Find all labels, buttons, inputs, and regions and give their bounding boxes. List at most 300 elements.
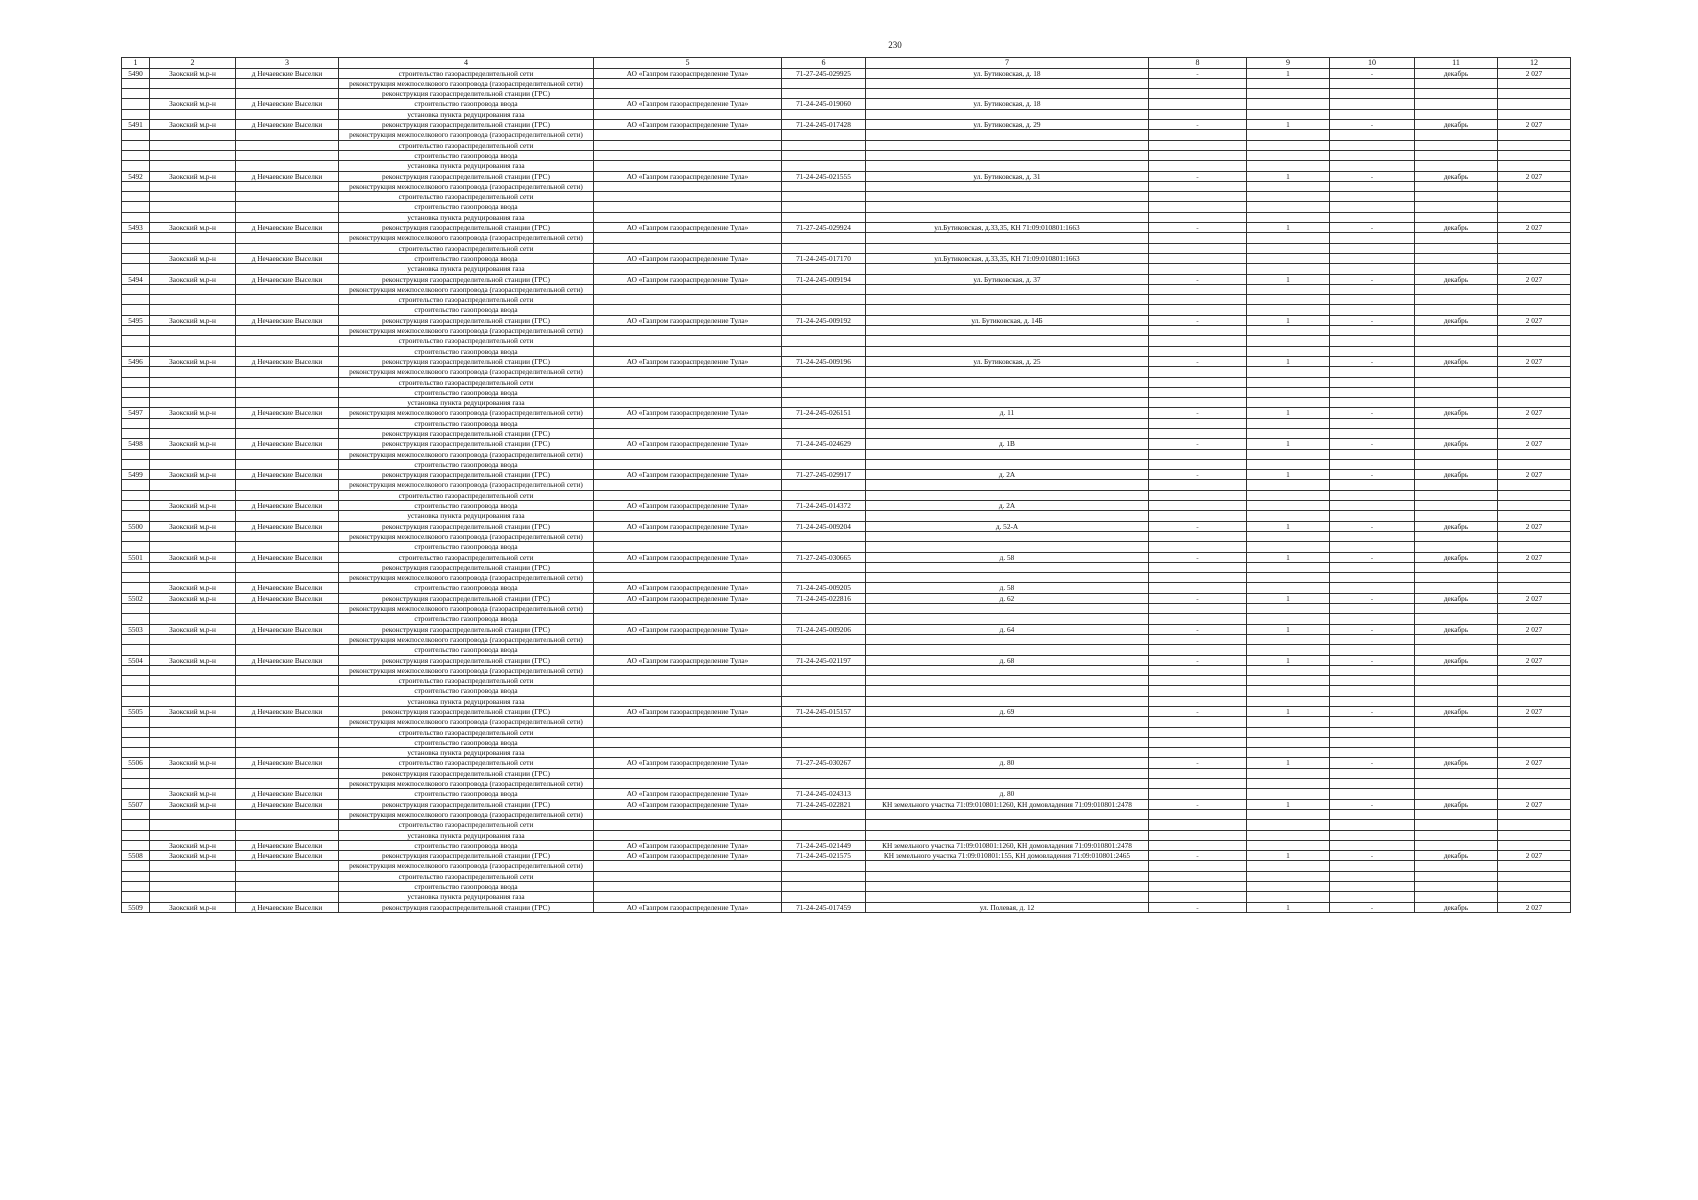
year-cell — [1498, 830, 1571, 840]
month-cell — [1415, 418, 1498, 428]
organization-cell — [594, 78, 782, 88]
column-10-cell — [1330, 531, 1415, 541]
organization-cell — [594, 892, 782, 902]
settlement-cell — [236, 140, 339, 150]
quantity-cell — [1247, 676, 1330, 686]
column-10-cell — [1330, 264, 1415, 274]
settlement-cell — [236, 779, 339, 789]
table-row — [122, 233, 1571, 243]
quantity-cell: 1 — [1247, 120, 1330, 130]
column-8-cell: - — [1149, 470, 1247, 480]
work-type-cell: реконструкция межпоселкового газопровода (газораспределительной сети) — [339, 779, 594, 789]
address-cell — [866, 480, 1149, 490]
column-10-cell — [1330, 892, 1415, 902]
district-cell: Заокский м.р-н — [150, 655, 236, 665]
quantity-cell — [1247, 109, 1330, 119]
address-cell — [866, 418, 1149, 428]
quantity-cell — [1247, 243, 1330, 253]
year-cell — [1498, 305, 1571, 315]
column-10-cell — [1330, 737, 1415, 747]
district-cell: Заокский м.р-н — [150, 171, 236, 181]
address-cell — [866, 459, 1149, 469]
row-number — [122, 459, 150, 469]
year-cell — [1498, 789, 1571, 799]
district-cell — [150, 562, 236, 572]
work-type-cell: установка пункта редуцирования газа — [339, 748, 594, 758]
year-cell — [1498, 326, 1571, 336]
organization-cell — [594, 727, 782, 737]
quantity-cell: 1 — [1247, 902, 1330, 912]
table-row — [122, 871, 1571, 881]
column-10-cell — [1330, 480, 1415, 490]
table-row — [122, 634, 1571, 644]
organization-cell — [594, 820, 782, 830]
cadastral-code-cell — [782, 634, 866, 644]
district-cell — [150, 676, 236, 686]
row-number — [122, 233, 150, 243]
work-type-cell: реконструкция газораспределительной станции (ГРС) — [339, 439, 594, 449]
address-cell: КН земельного участка 71:09:010801:1260, КН домовладения 71:09:010801:2478 — [866, 840, 1149, 850]
organization-cell: АО «Газпром газораспределение Тула» — [594, 223, 782, 233]
table-row — [122, 89, 1571, 99]
organization-cell — [594, 645, 782, 655]
column-8-cell — [1149, 233, 1247, 243]
organization-cell — [594, 779, 782, 789]
cadastral-code-cell — [782, 882, 866, 892]
column-8-cell: - — [1149, 274, 1247, 284]
address-cell — [866, 140, 1149, 150]
cadastral-code-cell — [782, 387, 866, 397]
month-cell — [1415, 634, 1498, 644]
settlement-cell: д Нечаевские Выселки — [236, 68, 339, 78]
cadastral-code-cell — [782, 150, 866, 160]
column-header-9: 9 — [1247, 58, 1330, 69]
address-cell — [866, 717, 1149, 727]
settlement-cell — [236, 768, 339, 778]
cadastral-code-cell — [782, 459, 866, 469]
cadastral-code-cell: 71-24-245-019060 — [782, 99, 866, 109]
row-number: 5509 — [122, 902, 150, 912]
month-cell: декабрь — [1415, 799, 1498, 809]
column-8-cell — [1149, 789, 1247, 799]
table-row-5495 — [122, 315, 1571, 325]
work-type-cell: строительство газопровода ввода — [339, 305, 594, 315]
column-10-cell — [1330, 727, 1415, 737]
column-8-cell: - — [1149, 171, 1247, 181]
year-cell: 2 027 — [1498, 171, 1571, 181]
cadastral-code-cell — [782, 737, 866, 747]
organization-cell: АО «Газпром газораспределение Тула» — [594, 583, 782, 593]
month-cell: декабрь — [1415, 707, 1498, 717]
year-cell — [1498, 202, 1571, 212]
column-8-cell — [1149, 634, 1247, 644]
row-number — [122, 346, 150, 356]
row-number — [122, 99, 150, 109]
work-type-cell: реконструкция межпоселкового газопровода (газораспределительной сети) — [339, 326, 594, 336]
cadastral-code-cell — [782, 336, 866, 346]
district-cell — [150, 604, 236, 614]
address-cell — [866, 346, 1149, 356]
quantity-cell: 1 — [1247, 521, 1330, 531]
organization-cell — [594, 109, 782, 119]
month-cell: декабрь — [1415, 315, 1498, 325]
column-8-cell — [1149, 449, 1247, 459]
month-cell — [1415, 284, 1498, 294]
district-cell — [150, 377, 236, 387]
month-cell — [1415, 882, 1498, 892]
organization-cell — [594, 418, 782, 428]
settlement-cell: д Нечаевские Выселки — [236, 253, 339, 263]
district-cell — [150, 573, 236, 583]
district-cell — [150, 284, 236, 294]
cadastral-code-cell — [782, 181, 866, 191]
column-8-cell — [1149, 779, 1247, 789]
address-cell — [866, 181, 1149, 191]
quantity-cell — [1247, 737, 1330, 747]
year-cell — [1498, 490, 1571, 500]
year-cell — [1498, 212, 1571, 222]
settlement-cell — [236, 202, 339, 212]
cadastral-code-cell — [782, 305, 866, 315]
cadastral-code-cell: 71-27-245-029925 — [782, 68, 866, 78]
work-type-cell: реконструкция межпоселкового газопровода (газораспределительной сети) — [339, 634, 594, 644]
cadastral-code-cell — [782, 428, 866, 438]
settlement-cell: д Нечаевские Выселки — [236, 655, 339, 665]
address-cell — [866, 562, 1149, 572]
table-row — [122, 130, 1571, 140]
work-type-cell: реконструкция межпоселкового газопровода (газораспределительной сети) — [339, 367, 594, 377]
district-cell — [150, 89, 236, 99]
quantity-cell — [1247, 696, 1330, 706]
district-cell: Заокский м.р-н — [150, 902, 236, 912]
month-cell — [1415, 490, 1498, 500]
column-10-cell — [1330, 645, 1415, 655]
year-cell — [1498, 346, 1571, 356]
row-number: 5508 — [122, 851, 150, 861]
quantity-cell: 1 — [1247, 223, 1330, 233]
column-10-cell — [1330, 840, 1415, 850]
column-10-cell: - — [1330, 851, 1415, 861]
column-10-cell — [1330, 398, 1415, 408]
settlement-cell — [236, 820, 339, 830]
work-type-cell: строительство газораспределительной сети — [339, 140, 594, 150]
column-8-cell — [1149, 212, 1247, 222]
table-row — [122, 253, 1571, 263]
row-number: 5493 — [122, 223, 150, 233]
organization-cell — [594, 686, 782, 696]
year-cell — [1498, 665, 1571, 675]
column-8-cell — [1149, 243, 1247, 253]
address-cell — [866, 212, 1149, 222]
address-cell — [866, 604, 1149, 614]
row-number: 5495 — [122, 315, 150, 325]
month-cell — [1415, 243, 1498, 253]
cadastral-code-cell — [782, 573, 866, 583]
cadastral-code-cell: 71-24-245-009205 — [782, 583, 866, 593]
quantity-cell: 1 — [1247, 655, 1330, 665]
district-cell — [150, 686, 236, 696]
organization-cell — [594, 233, 782, 243]
column-8-cell: - — [1149, 799, 1247, 809]
organization-cell: АО «Газпром газораспределение Тула» — [594, 851, 782, 861]
column-header-5: 5 — [594, 58, 782, 69]
district-cell — [150, 696, 236, 706]
year-cell — [1498, 181, 1571, 191]
settlement-cell — [236, 511, 339, 521]
quantity-cell: 1 — [1247, 593, 1330, 603]
district-cell — [150, 264, 236, 274]
district-cell: Заокский м.р-н — [150, 583, 236, 593]
organization-cell: АО «Газпром газораспределение Тула» — [594, 274, 782, 284]
quantity-cell — [1247, 820, 1330, 830]
table-row — [122, 109, 1571, 119]
work-type-cell: установка пункта редуцирования газа — [339, 696, 594, 706]
year-cell — [1498, 99, 1571, 109]
work-type-cell: установка пункта редуцирования газа — [339, 830, 594, 840]
column-10-cell — [1330, 604, 1415, 614]
column-10-cell — [1330, 717, 1415, 727]
district-cell — [150, 109, 236, 119]
cadastral-code-cell — [782, 511, 866, 521]
year-cell: 2 027 — [1498, 315, 1571, 325]
work-type-cell: реконструкция межпоселкового газопровода (газораспределительной сети) — [339, 809, 594, 819]
district-cell: Заокский м.р-н — [150, 624, 236, 634]
quantity-cell — [1247, 99, 1330, 109]
table-row-5496 — [122, 356, 1571, 366]
quantity-cell — [1247, 161, 1330, 171]
address-cell — [866, 284, 1149, 294]
settlement-cell — [236, 809, 339, 819]
row-number — [122, 634, 150, 644]
settlement-cell — [236, 459, 339, 469]
organization-cell — [594, 676, 782, 686]
district-cell — [150, 820, 236, 830]
district-cell — [150, 480, 236, 490]
column-10-cell: - — [1330, 223, 1415, 233]
year-cell — [1498, 614, 1571, 624]
column-10-cell — [1330, 253, 1415, 263]
column-8-cell — [1149, 614, 1247, 624]
month-cell — [1415, 140, 1498, 150]
address-cell — [866, 336, 1149, 346]
table-row-5507 — [122, 799, 1571, 809]
quantity-cell — [1247, 768, 1330, 778]
address-cell — [866, 727, 1149, 737]
address-cell — [866, 861, 1149, 871]
organization-cell — [594, 130, 782, 140]
work-type-cell: строительство газопровода ввода — [339, 583, 594, 593]
settlement-cell — [236, 387, 339, 397]
organization-cell: АО «Газпром газораспределение Тула» — [594, 439, 782, 449]
organization-cell — [594, 161, 782, 171]
cadastral-code-cell — [782, 871, 866, 881]
table-row — [122, 326, 1571, 336]
column-8-cell: - — [1149, 758, 1247, 768]
cadastral-code-cell: 71-24-245-024313 — [782, 789, 866, 799]
organization-cell — [594, 737, 782, 747]
column-10-cell — [1330, 377, 1415, 387]
district-cell — [150, 737, 236, 747]
table-row — [122, 367, 1571, 377]
settlement-cell — [236, 284, 339, 294]
month-cell — [1415, 428, 1498, 438]
quantity-cell — [1247, 367, 1330, 377]
year-cell — [1498, 377, 1571, 387]
address-cell — [866, 686, 1149, 696]
settlement-cell — [236, 336, 339, 346]
cadastral-code-cell — [782, 727, 866, 737]
settlement-cell: д Нечаевские Выселки — [236, 840, 339, 850]
settlement-cell: д Нечаевские Выселки — [236, 902, 339, 912]
address-cell: ул. Бутиковская, д. 37 — [866, 274, 1149, 284]
table-row — [122, 264, 1571, 274]
organization-cell — [594, 542, 782, 552]
district-cell — [150, 243, 236, 253]
month-cell — [1415, 501, 1498, 511]
year-cell: 2 027 — [1498, 521, 1571, 531]
quantity-cell — [1247, 882, 1330, 892]
work-type-cell: реконструкция межпоселкового газопровода (газораспределительной сети) — [339, 573, 594, 583]
row-number — [122, 109, 150, 119]
row-number — [122, 737, 150, 747]
column-10-cell — [1330, 614, 1415, 624]
month-cell — [1415, 686, 1498, 696]
row-number — [122, 336, 150, 346]
row-number — [122, 583, 150, 593]
table-row — [122, 748, 1571, 758]
month-cell: декабрь — [1415, 470, 1498, 480]
table-row-5497 — [122, 408, 1571, 418]
column-10-cell — [1330, 202, 1415, 212]
district-cell — [150, 78, 236, 88]
settlement-cell: д Нечаевские Выселки — [236, 171, 339, 181]
table-row — [122, 882, 1571, 892]
table-row — [122, 892, 1571, 902]
year-cell — [1498, 161, 1571, 171]
organization-cell — [594, 284, 782, 294]
quantity-cell: 1 — [1247, 707, 1330, 717]
settlement-cell — [236, 243, 339, 253]
table-row — [122, 480, 1571, 490]
year-cell — [1498, 604, 1571, 614]
address-cell — [866, 892, 1149, 902]
year-cell — [1498, 387, 1571, 397]
row-number — [122, 614, 150, 624]
row-number — [122, 748, 150, 758]
address-cell — [866, 871, 1149, 881]
work-type-cell: установка пункта редуцирования газа — [339, 264, 594, 274]
address-cell: д. 68 — [866, 655, 1149, 665]
year-cell — [1498, 130, 1571, 140]
district-cell — [150, 717, 236, 727]
work-type-cell: реконструкция межпоселкового газопровода (газораспределительной сети) — [339, 531, 594, 541]
organization-cell — [594, 264, 782, 274]
settlement-cell — [236, 871, 339, 881]
quantity-cell — [1247, 202, 1330, 212]
organization-cell — [594, 490, 782, 500]
organization-cell — [594, 202, 782, 212]
column-8-cell — [1149, 737, 1247, 747]
organization-cell: АО «Газпром газораспределение Тула» — [594, 655, 782, 665]
organization-cell — [594, 459, 782, 469]
row-number — [122, 78, 150, 88]
settlement-cell — [236, 573, 339, 583]
column-8-cell — [1149, 809, 1247, 819]
column-8-cell — [1149, 748, 1247, 758]
address-cell — [866, 737, 1149, 747]
column-8-cell — [1149, 459, 1247, 469]
address-cell: ул. Полевая, д. 12 — [866, 902, 1149, 912]
table-row — [122, 583, 1571, 593]
district-cell — [150, 809, 236, 819]
address-cell: ул. Бутиковская, д. 18 — [866, 68, 1149, 78]
column-8-cell — [1149, 892, 1247, 902]
table-row — [122, 295, 1571, 305]
quantity-cell — [1247, 645, 1330, 655]
table-row — [122, 665, 1571, 675]
address-cell — [866, 398, 1149, 408]
address-cell: ул. Бутиковская, д. 29 — [866, 120, 1149, 130]
column-10-cell — [1330, 233, 1415, 243]
organization-cell: АО «Газпром газораспределение Тула» — [594, 624, 782, 634]
row-number — [122, 789, 150, 799]
year-cell: 2 027 — [1498, 470, 1571, 480]
column-8-cell — [1149, 542, 1247, 552]
table-row — [122, 727, 1571, 737]
cadastral-code-cell — [782, 192, 866, 202]
address-cell: ул. Бутиковская, д. 14Б — [866, 315, 1149, 325]
table-row — [122, 676, 1571, 686]
address-cell: ул.Бутиковская, д.33,35, КН 71:09:010801:1663 — [866, 253, 1149, 263]
organization-cell: АО «Газпром газораспределение Тула» — [594, 99, 782, 109]
table-row — [122, 459, 1571, 469]
year-cell — [1498, 573, 1571, 583]
cadastral-code-cell — [782, 161, 866, 171]
table-row-5500 — [122, 521, 1571, 531]
quantity-cell — [1247, 727, 1330, 737]
quantity-cell — [1247, 501, 1330, 511]
organization-cell — [594, 181, 782, 191]
column-8-cell — [1149, 717, 1247, 727]
quantity-cell — [1247, 614, 1330, 624]
column-10-cell — [1330, 583, 1415, 593]
month-cell — [1415, 531, 1498, 541]
address-cell: д. 58 — [866, 583, 1149, 593]
row-number: 5502 — [122, 593, 150, 603]
table-row-5506 — [122, 758, 1571, 768]
row-number: 5496 — [122, 356, 150, 366]
year-cell — [1498, 882, 1571, 892]
settlement-cell: д Нечаевские Выселки — [236, 799, 339, 809]
row-number — [122, 768, 150, 778]
column-8-cell — [1149, 284, 1247, 294]
quantity-cell — [1247, 604, 1330, 614]
year-cell — [1498, 542, 1571, 552]
row-number — [122, 573, 150, 583]
settlement-cell: д Нечаевские Выселки — [236, 408, 339, 418]
organization-cell — [594, 748, 782, 758]
row-number — [122, 418, 150, 428]
quantity-cell — [1247, 449, 1330, 459]
month-cell — [1415, 892, 1498, 902]
cadastral-code-cell — [782, 676, 866, 686]
settlement-cell — [236, 748, 339, 758]
column-10-cell — [1330, 882, 1415, 892]
year-cell — [1498, 233, 1571, 243]
address-cell — [866, 748, 1149, 758]
table-row — [122, 212, 1571, 222]
month-cell — [1415, 449, 1498, 459]
